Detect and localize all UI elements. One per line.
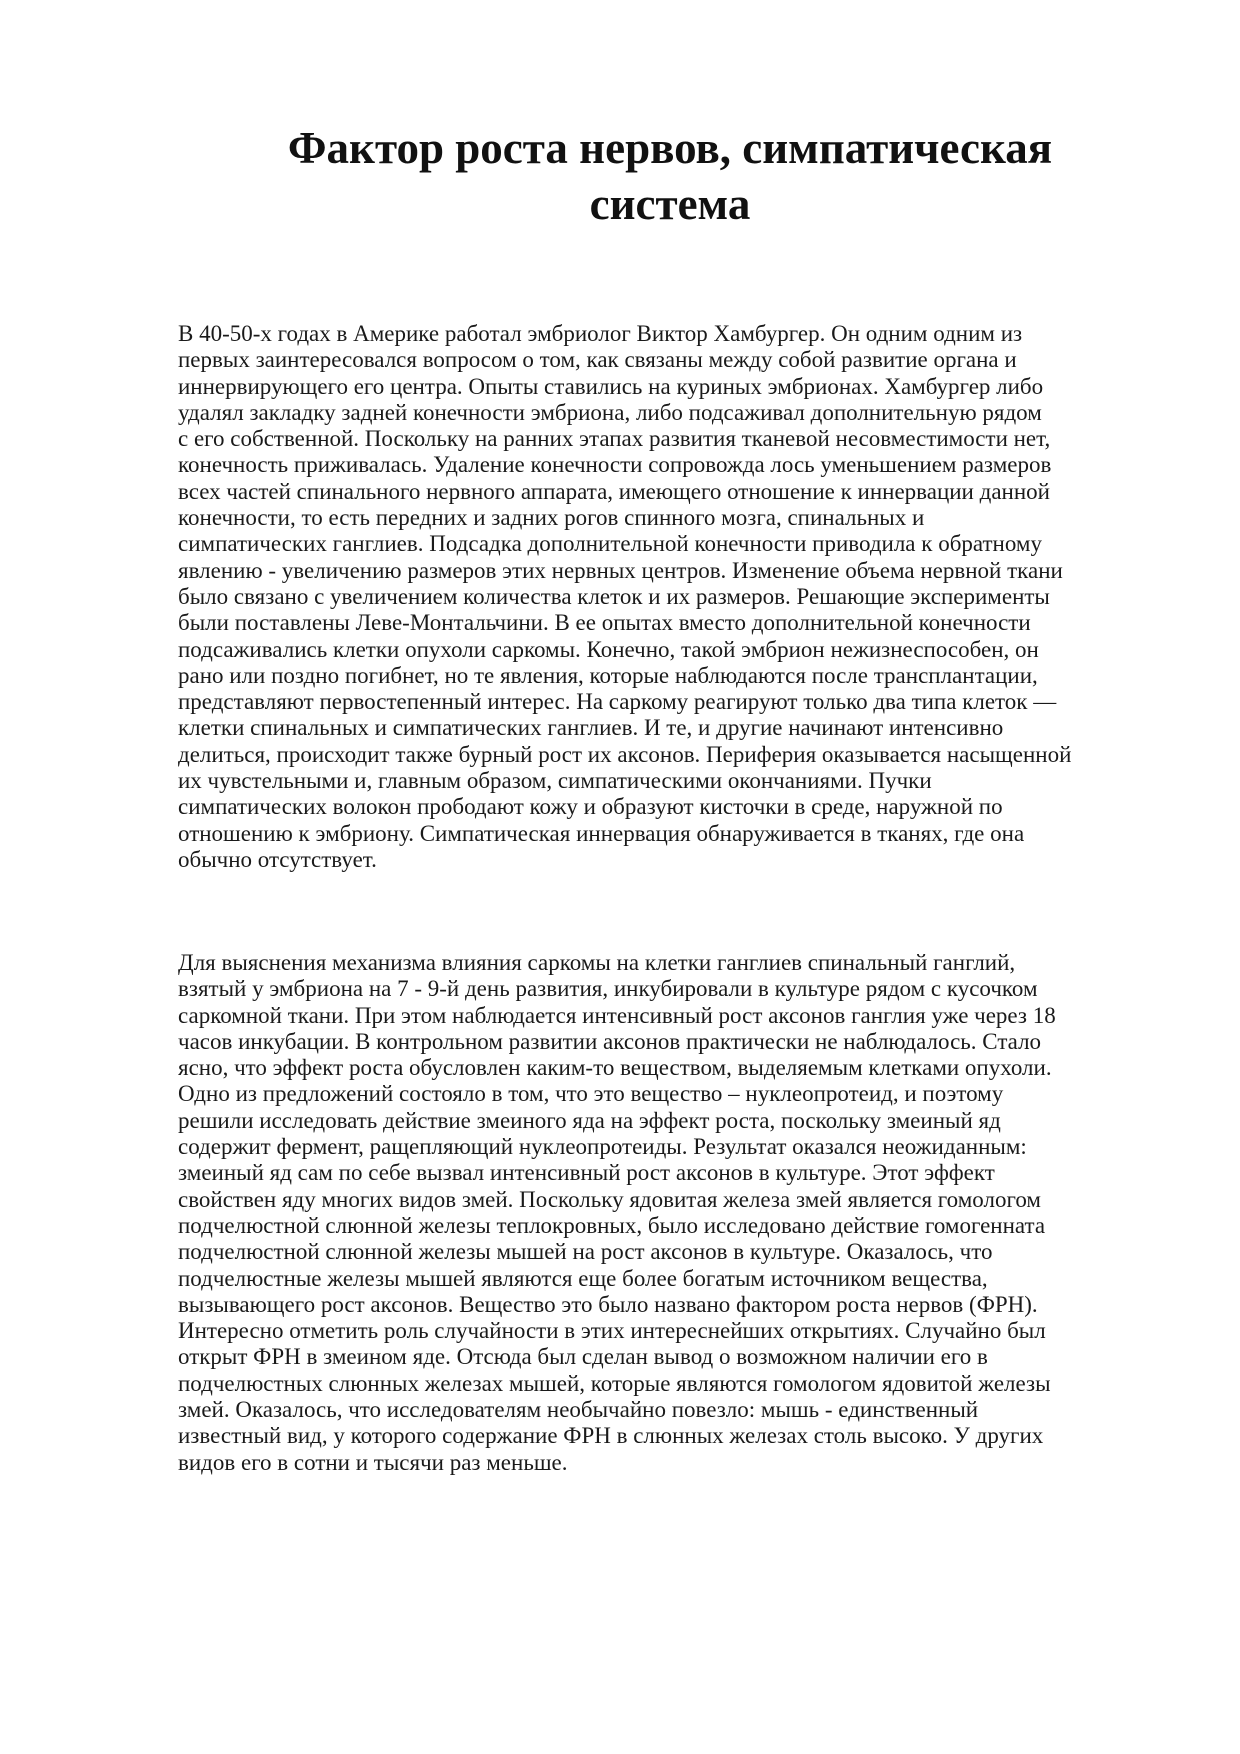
text-line: подсаживались клетки опухоли саркомы. Конечно, такой эмбрион нежизнеспособен, он: [178, 636, 1039, 662]
paragraph-2: [178, 950, 1168, 1476]
text-line: змеиный яд сам по себе вызвал интенсивный рост аксонов в культуре. Этот эффект: [178, 1160, 995, 1186]
paragraph-1: [178, 321, 1168, 873]
text-line: удалял закладку задней конечности эмбриона, либо подсаживал дополнительную рядом: [178, 399, 1042, 425]
text-line: симпатических волокон прободают кожу и образуют кисточки в среде, наружной по: [178, 794, 1003, 820]
text-line: известный вид, у которого содержание ФРН в слюнных железах столь высоко. У других: [178, 1423, 1044, 1449]
text-line: саркомной ткани. При этом наблюдается интенсивный рост аксонов ганглия уже через 18: [178, 1002, 1056, 1028]
text-line: видов его в сотни и тысячи раз меньше.: [178, 1449, 568, 1475]
text-line: В 40-50-х годах в Америке работал эмбриолог Виктор Хамбургер. Он одним одним из: [178, 321, 1023, 346]
text-line: ясно, что эффект роста обусловлен каким-то веществом, выделяемым клетками опухоли.: [178, 1055, 1052, 1081]
text-line: содержит фермент, ращепляющий нуклеопротеиды. Результат оказался неожиданным:: [178, 1134, 1027, 1160]
document-title: [200, 120, 1140, 232]
text-line: Одно из предложений состояло в том, что это вещество – нуклеопротеид, и поэтому: [178, 1081, 1004, 1107]
text-line: подчелюстной слюнной железы мышей на рост аксонов в культуре. Оказалось, что: [178, 1239, 993, 1265]
text-line: Интересно отметить роль случайности в этих интереснейших открытиях. Случайно был: [178, 1318, 1046, 1344]
text-line: всех частей спинального нервного аппарата, имеющего отношение к иннервации данной: [178, 478, 1050, 504]
text-line: симпатических ганглиев. Подсадка дополнительной конечности приводила к обратному: [178, 531, 1042, 557]
title-line: Фактор роста нервов, симпатическая: [287, 123, 1053, 173]
text-line: явлению - увеличению размеров этих нервных центров. Изменение объема нервной ткани: [178, 557, 1063, 583]
text-line: конечности, то есть передних и задних рогов спинного мозга, спинальных и: [178, 505, 925, 531]
text-line: открыт ФРН в змеином яде. Отсюда был сделан вывод о возможном наличии его в: [178, 1344, 988, 1370]
text-line: обычно отсутствует.: [178, 846, 377, 872]
text-line: иннервирующего его центра. Опыты ставились на куриных эмбрионах. Хамбургер либо: [178, 373, 1044, 399]
text-line: свойствен яду многих видов змей. Поскольку ядовитая железа змей является гомологом: [178, 1186, 1041, 1212]
text-line: были поставлены Леве-Монтальчини. В ее опытах вместо дополнительной конечности: [178, 610, 1031, 636]
text-line: подчелюстных слюнных железах мышей, которые являются гомологом ядовитой железы: [178, 1370, 1051, 1396]
text-line: отношению к эмбриону. Симпатическая иннервация обнаруживается в тканях, где она: [178, 820, 1025, 846]
text-line: вызывающего рост аксонов. Вещество это было названо фактором роста нервов (ФРН).: [178, 1291, 1038, 1317]
text-line: клетки спинальных и симпатических ганглиев. И те, и другие начинают интенсивно: [178, 715, 1004, 741]
text-line: первых заинтересовался вопросом о том, как связаны между собой развитие органа и: [178, 347, 1017, 373]
text-line: с его собственной. Поскольку на ранних этапах развития тканевой несовместимости нет,: [178, 426, 1051, 452]
text-line: их чувстельными и, главным образом, симпатическими окончаниями. Пучки: [178, 768, 932, 794]
text-line: делиться, происходит также бурный рост их аксонов. Периферия оказывается насыщенной: [178, 741, 1072, 767]
text-line: представляют первостепенный интерес. На саркому реагируют только два типа клеток —: [178, 689, 1057, 715]
text-line: решили исследовать действие змеиного яда на эффект роста, поскольку змеиный яд: [178, 1107, 1001, 1133]
text-line: взятый у эмбриона на 7 - 9-й день развития, инкубировали в культуре рядом с кусочком: [178, 976, 1038, 1002]
text-line: часов инкубации. В контрольном развитии аксонов практически не наблюдалось. Стало: [178, 1028, 1042, 1054]
text-line: змей. Оказалось, что исследователям необычайно повезло: мышь - единственный: [178, 1397, 979, 1423]
text-line: подчелюстной слюнной железы теплокровных, было исследовано действие гомогенната: [178, 1212, 1046, 1238]
text-line: было связано с увеличением количества клеток и их размеров. Решающие эксперименты: [178, 583, 1050, 609]
text-line: рано или поздно погибнет, но те явления, которые наблюдаются после трансплантации,: [178, 662, 1038, 688]
title-line: система: [589, 179, 751, 229]
text-line: конечность приживалась. Удаление конечности сопровожда лось уменьшением размеров: [178, 452, 1052, 478]
text-line: Для выяснения механизма влияния саркомы на клетки ганглиев спинальный ганглий,: [178, 950, 1016, 975]
text-line: подчелюстные железы мышей являются еще более богатым источником вещества,: [178, 1265, 988, 1291]
